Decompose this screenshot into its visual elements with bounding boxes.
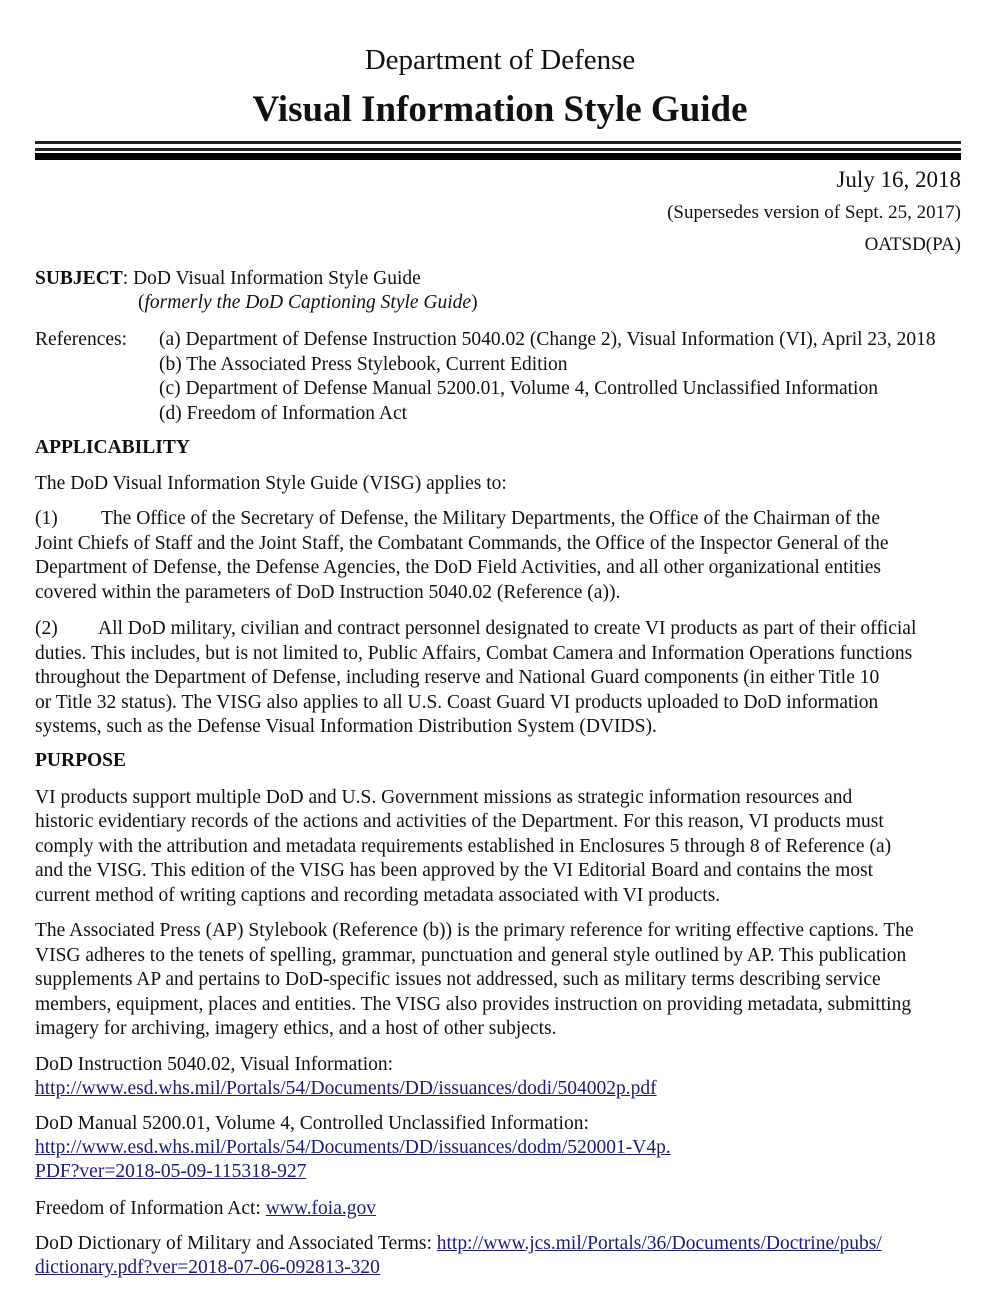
applicability-item-1-line: The Office of the Secretary of Defense, the Military Departments, the Office of the Chairman of the <box>101 508 880 529</box>
applicability-item-2-line: All DoD military, civilian and contract personnel designated to create VI products as part of their official <box>98 618 917 639</box>
dodm-link-label: DoD Manual 5200.01, Volume 4, Controlled Unclassified Information: <box>35 1113 589 1134</box>
subject-label: SUBJECT <box>35 268 123 289</box>
reference-item-a: (a) Department of Defense Instruction 5040.02 (Change 2), Visual Information (VI), April 23, 2018 <box>159 329 936 350</box>
subject-formerly: (formerly the DoD Captioning Style Guide) <box>138 292 478 313</box>
applicability-item-2-line: or Title 32 status). The VISG also applies to all U.S. Coast Guard VI products uploaded to DoD information <box>35 692 879 713</box>
department-name: Department of Defense <box>364 44 636 76</box>
foia-line <box>35 1198 376 1220</box>
purpose-heading: PURPOSE <box>35 750 127 771</box>
dictionary-label: DoD Dictionary of Military and Associated Terms: <box>35 1233 437 1254</box>
dictionary-line <box>35 1233 882 1255</box>
issuing-office: OATSD(PA) <box>864 234 961 255</box>
document-date: July 16, 2018 <box>836 167 961 192</box>
dictionary-link[interactable]: http://www.jcs.mil/Portals/36/Documents/Doctrine/pubs/ <box>436 1233 882 1254</box>
dodm-link[interactable]: http://www.esd.whs.mil/Portals/54/Documents/DD/issuances/dodm/520001-V4p. <box>35 1137 671 1158</box>
purpose-para-1-line: historic evidentiary records of the actions and activities of the Department. For this reason, VI products must <box>35 811 884 832</box>
purpose-para-2-line: members, equipment, places and entities. The VISG also provides instruction on providing metadata, submitting <box>35 994 912 1015</box>
header-rule-thick <box>35 153 961 160</box>
header-rule-thin-1 <box>35 141 961 144</box>
applicability-item-1-line: covered within the parameters of DoD Instruction 5040.02 (Reference (a)). <box>35 582 621 603</box>
applicability-item-2-line: throughout the Department of Defense, including reserve and National Guard components (in either Title 10 <box>35 667 880 688</box>
applicability-item-2-line: systems, such as the Defense Visual Information Distribution System (DVIDS). <box>35 716 657 737</box>
foia-label: Freedom of Information Act: <box>35 1198 266 1219</box>
foia-link[interactable]: www.foia.gov <box>265 1198 376 1219</box>
applicability-item-2-line: duties. This includes, but is not limited to, Public Affairs, Combat Camera and Information Operations functions <box>35 643 913 664</box>
reference-item-d: (d) Freedom of Information Act <box>159 403 408 424</box>
purpose-para-1-line: current method of writing captions and recording metadata associated with VI products. <box>35 885 721 906</box>
document-title: Visual Information Style Guide <box>252 89 748 130</box>
dictionary-link-continued[interactable]: dictionary.pdf?ver=2018-07-06-092813-320 <box>35 1257 380 1278</box>
purpose-para-2-line: imagery for archiving, imagery ethics, and a host of other subjects. <box>35 1018 557 1039</box>
dodm-link-continued[interactable]: PDF?ver=2018-05-09-115318-927 <box>35 1161 307 1182</box>
purpose-para-2-line: The Associated Press (AP) Stylebook (Reference (b)) is the primary reference for writing effective captions. The <box>35 920 914 941</box>
applicability-item-1-number: (1) <box>35 508 58 529</box>
purpose-para-1-line: and the VISG. This edition of the VISG has been approved by the VI Editorial Board and contains the most <box>35 860 873 881</box>
purpose-para-1-line: VI products support multiple DoD and U.S. Government missions as strategic information resources and <box>35 787 853 808</box>
purpose-para-2-line: VISG adheres to the tenets of spelling, grammar, punctuation and general style outlined by AP. This publication <box>35 945 907 966</box>
references-label: References: <box>35 329 128 350</box>
subject-line: SUBJECT: DoD Visual Information Style Guide <box>35 268 421 289</box>
purpose-para-1-line: comply with the attribution and metadata requirements established in Enclosures 5 through 8 of Reference (a) <box>35 836 892 857</box>
dodi-link-label: DoD Instruction 5040.02, Visual Information: <box>35 1054 394 1075</box>
applicability-item-2-number: (2) <box>35 618 58 639</box>
applicability-item-1-line: Department of Defense, the Defense Agencies, the DoD Field Activities, and all other organizational entities <box>35 557 882 578</box>
reference-item-b: (b) The Associated Press Stylebook, Current Edition <box>159 354 568 375</box>
dodi-link[interactable]: http://www.esd.whs.mil/Portals/54/Documents/DD/issuances/dodi/504002p.pdf <box>35 1078 657 1099</box>
purpose-para-2-line: supplements AP and pertains to DoD-specific issues not addressed, such as military terms describing service <box>35 969 881 990</box>
subject-text: DoD Visual Information Style Guide <box>133 268 421 289</box>
supersedes-note: (Supersedes version of Sept. 25, 2017) <box>667 202 961 223</box>
applicability-intro: The DoD Visual Information Style Guide (VISG) applies to: <box>35 473 507 494</box>
applicability-heading: APPLICABILITY <box>35 437 190 458</box>
header-rule-thin-2 <box>35 148 961 151</box>
applicability-item-1-line: Joint Chiefs of Staff and the Joint Staff, the Combatant Commands, the Office of the Inspector General of the <box>35 533 889 554</box>
reference-item-c: (c) Department of Defense Manual 5200.01, Volume 4, Controlled Unclassified Information <box>159 378 878 399</box>
